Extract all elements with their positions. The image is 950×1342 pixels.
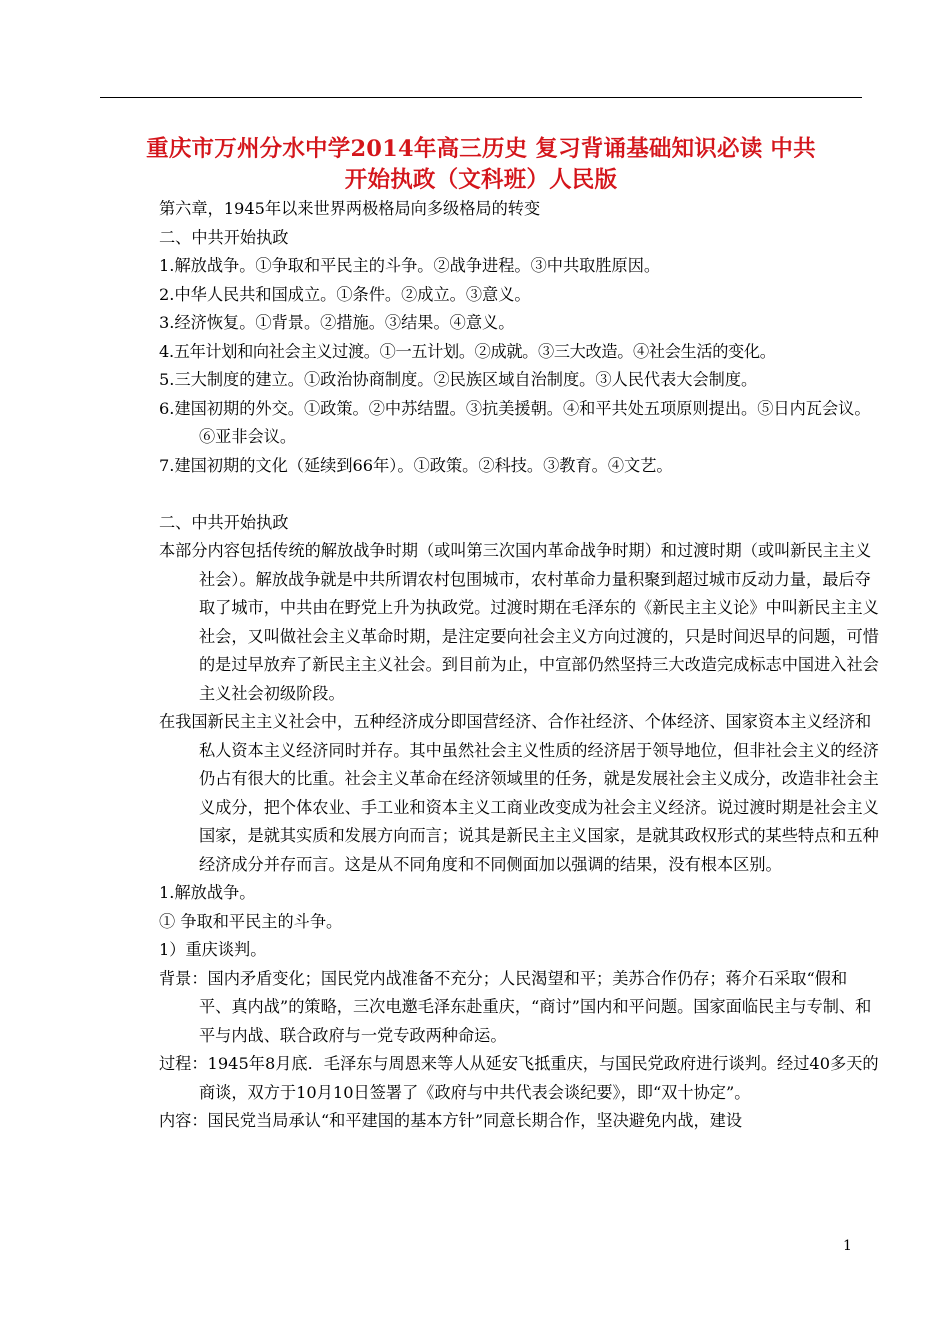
page-number: 1 [843,1238,852,1254]
title-line-2: 开始执政（文科班）人民版 [344,167,618,193]
outline-item-2: 2.中华人民共和国成立。①条件。②成立。③意义。 [159,284,531,304]
subheading-liberation-war: 1.解放战争。 [159,883,256,902]
paragraph-economy: 在我国新民主主义社会中，五种经济成分即国营经济、合作社经济、个体经济、国家资本主义经济和私人资本主义经济同时并存。其中虽然社会主义性质的经济居于领导地位，但非社会主义的经济仍占有很大的比重。社会主义革命在经济领域里的任务，就是发展社会主义成分，改造非社会主义成分，把个体农业、手工业和资本主义工商业改变成为社会主义经济。说过渡时期是社会主义国家，是就其实质和发展方向而言；说其是新民主主义国家，是就其政权形式的某些特点和五种经济成分并存而言。这是从不同角度和不同侧面加以强调的结果，没有根本区别。 [159,712,879,874]
paragraph-intro: 本部分内容包括传统的解放战争时期（或叫第三次国内革命战争时期）和过渡时期（或叫新民主主义社会）。解放战争就是中共所谓农村包围城市，农村革命力量积聚到超过城市反动力量，最后夺取了城市，中共由在野党上升为执政党。过渡时期在毛泽东的《新民主主义论》中叫新民主主义社会，又叫做社会主义革命时期，是注定要向社会主义方向过渡的，只是时间迟早的问题，可惜的是过早放弃了新民主主义社会。到目前为止，中宣部仍然坚持三大改造完成标志中国进入社会主义社会初级阶段。 [159,541,879,703]
title-line-1: 重庆市万州分水中学2014年高三历史 复习背诵基础知识必读 中共 [146,136,816,162]
outline-item-6: 6.建国初期的外交。①政策。②中苏结盟。③抗美援朝。④和平共处五项原则提出。⑤日内瓦会议。⑥亚非会议。 [159,398,871,446]
section-heading: 二、中共开始执政 [159,512,289,532]
paragraph-process: 过程：1945年8月底．毛泽东与周恩来等人从延安飞抵重庆，与国民党政府进行谈判。经过40多天的商谈，双方于10月10日签署了《政府与中共代表会谈纪要》，即“双十协定”。 [159,1054,879,1102]
document-body [159,195,879,1136]
subheading-chongqing-talks: 1）重庆谈判。 [159,940,267,959]
outline-heading: 二、中共开始执政 [159,227,289,247]
document-title [100,134,862,196]
outline-item-1: 1.解放战争。①争取和平民主的斗争。②战争进程。③中共取胜原因。 [159,256,661,275]
spacer [159,480,879,509]
outline-item-7: 7.建国初期的文化（延续到66年）。①政策。②科技。③教育。④文艺。 [159,455,673,475]
outline-item-4: 4.五年计划和向社会主义过渡。①一五计划。②成就。③三大改造。④社会生活的变化。 [159,341,776,361]
paragraph-content: 内容：国民党当局承认“和平建国的基本方针”同意长期合作，坚决避免内战，建设 [159,1111,743,1130]
outline-chapter: 第六章，1945年以来世界两极格局向多级格局的转变 [159,199,541,218]
paragraph-background: 背景：国内矛盾变化；国民党内战准备不充分；人民渴望和平；美苏合作仍存；蒋介石采取“假和平、真内战”的策略，三次电邀毛泽东赴重庆，“商讨”国内和平问题。国家面临民主与专制、和平与内战、联合政府与一党专政两种命运。 [159,968,872,1045]
header-rule [100,97,862,98]
outline-item-5: 5.三大制度的建立。①政治协商制度。②民族区域自治制度。③人民代表大会制度。 [159,370,758,389]
subheading-peace-struggle: ① 争取和平民主的斗争。 [159,911,343,931]
outline-item-3: 3.经济恢复。①背景。②措施。③结果。④意义。 [159,313,515,332]
